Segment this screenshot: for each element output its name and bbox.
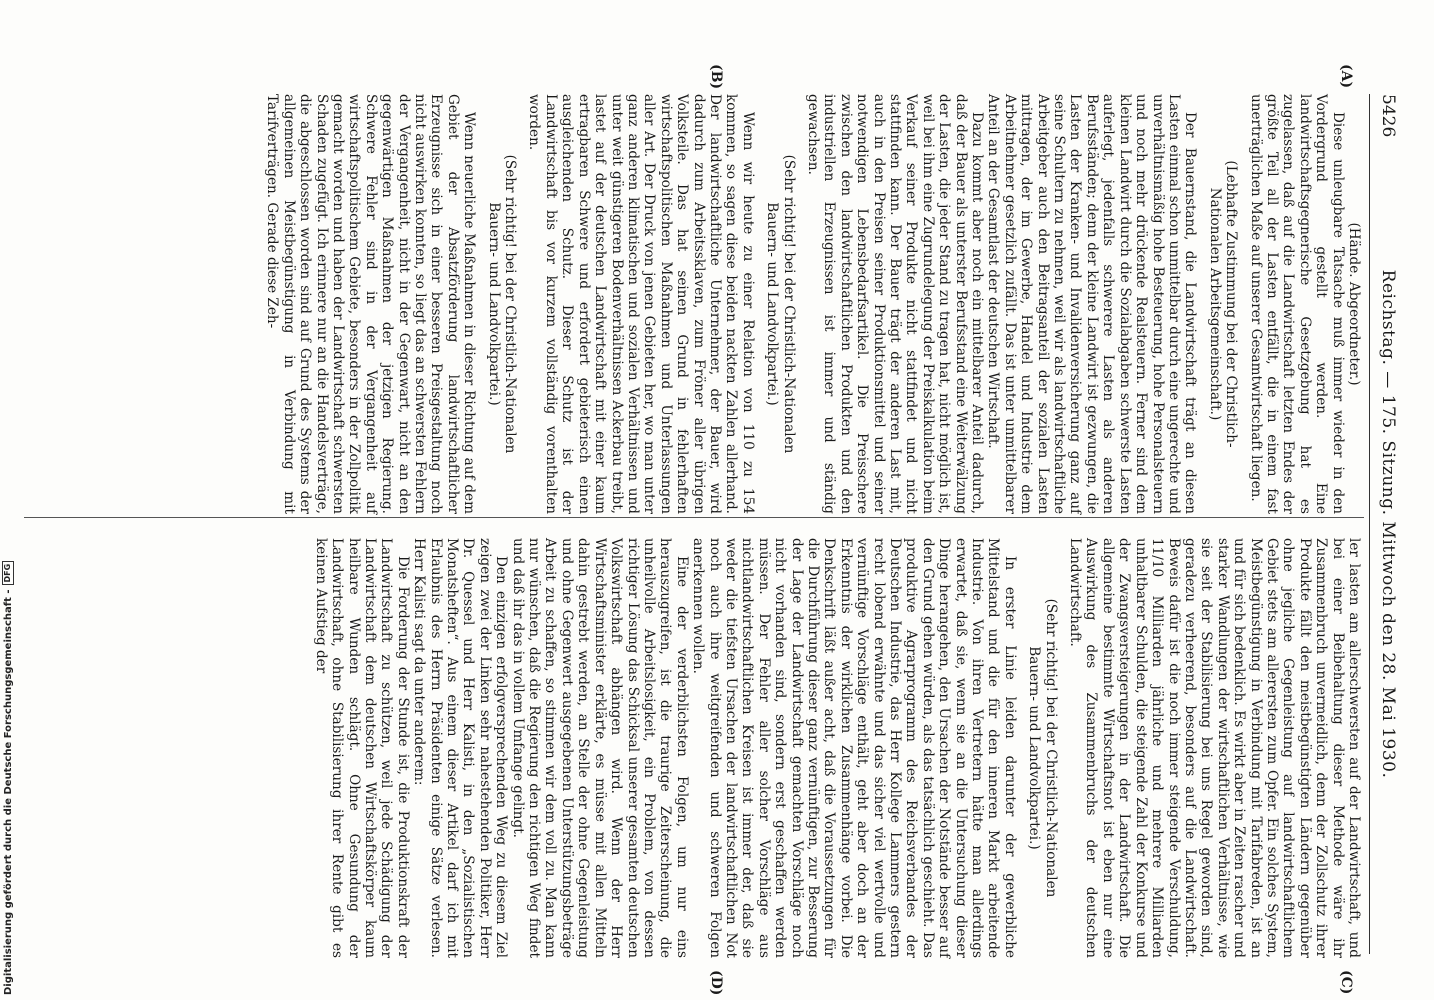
paragraph: In erster Linie leiden darunter der gewerbliche Mittelstand und die für den inneren Markt arbeitende Industrie. Von ihren Vertretern hätte man allerdings erwartet, daß sie, wenn sie an die Untersuchung dieser Dinge herangehen, den Ursachen der Notstände besser auf den Grund gehen würden, als das tatsächlich geschieht. Das produktive Agrarprogramm des Reichsverbandes der Deutschen Industrie, das Herr Kollege Lammers gestern recht lobend erwähnte und das sicher viel wertvolle und vernünftige Vorschläge enthält, geht aber doch an der Erkenntnis der wirklichen Zusammenhänge vorbei. Die Denkschrift läßt außer acht, daß die Voraussetzungen für die Durchführung dieser ganz vernünftigen, zur Besserung der Lage der Landwirtschaft gemachten Vorschläge noch nicht vorhanden sind, sondern erst geschaffen werden müssen. Der Fehler aller solcher Vorschläge aus nichtlandwirtschaftlichen Kreisen ist immer der, daß sie weder die tiefsten Ursachen der landwirtschaftlichen Not noch auch ihre weitgreifenden und schweren Folgen anerkennen wollen. xyxy=(690,538,1018,958)
page-header xyxy=(1368,94,1398,954)
margin-marker-c: (C) xyxy=(1338,970,1354,995)
column-divider xyxy=(24,517,1364,518)
paragraph: Den einzigen erfolgversprechenden Weg zu diesem Ziel zeigen zwei der Linken sehr nahestehenden Politiker, Herr Dr. Quessel und Herr Kalisti, in den „Sozialistischen Monatsheften“. Aus einem dieser Artikel darf ich mit Erlaubnis des Herrn Präsidenten einige Sätze verlesen. Herr Kalisti sagt da unter anderem: xyxy=(411,538,510,958)
left-column xyxy=(264,94,1362,514)
margin-marker-d: (D) xyxy=(708,970,724,996)
interjection: (Sehr richtig! bei der Christlich-Nationalen Bauern- und Landvolkpartei.) xyxy=(764,154,797,454)
margin-marker-b: (B) xyxy=(708,64,724,90)
margin-marker-a: (A) xyxy=(1338,64,1354,89)
paragraph: Der Bauernstand, die Landwirtschaft trägt an diesen Lasten einmal schon unmittelbar durch eine ungerechte und unverhältnismäßig hohe Besteuerung, hohe Personalsteuern und noch mehr drückende Realsteuern. Ferner sind dem kleinen Landwirt durch die Sozialabgaben schwerste Lasten auferlegt, jedenfalls schwerere Lasten als anderen Berufsständen; denn der kleine Landwirt ist gezwungen, die Lasten der Kranken- und Invalidenversicherung ganz auf seine Schultern zu nehmen, weil wir als landwirtschaftliche Arbeitgeber auch den Beitragsanteil der sozialen Lasten mittragen, der im Gewerbe, Handel und Industrie dem Arbeitnehmer gesetzlich zufällt. Das ist unter unmittelbarer Anteil an der Gesamtlast der deutschen Wirtschaft. xyxy=(985,94,1199,514)
header-divider xyxy=(1369,94,1370,954)
right-column xyxy=(312,538,1362,958)
digitization-credit xyxy=(2,561,14,995)
page-number: 5426 xyxy=(1378,94,1398,138)
paragraph: Wenn wir heute zu einer Relation von 110 zu 154 kommen, so sagen diese beiden nackten Zahlen allerhand. Der landwirtschaftliche Unternehmer, der Bauer, wird dadurch zum Arbeitssklaven, zum Fröner aller übrigen Volksteile. Das hat seinen Grund in fehlerhaften wirtschaftspolitischen Maßnahmen und Unterlassungen aller Art. Der Druck von jenen Gebieten her, wo man unter ganz anderen klimatischen und sozialen Verhältnissen und unter weit günstigeren Bodenverhältnissen Ackerbau treibt, lastet auf der deutschen Landwirtschaft mit einer kaum ertragbaren Schwere und erfordert gebieterisch einen ausgleichenden Schutz. Dieser Schutz ist der Landwirtschaft bis vor kurzem vollständig vorenthalten worden. xyxy=(526,94,756,514)
quote-paragraph: Die Forderung der Stunde ist, die Produktionskraft der Landwirtschaft zu schützen, weil jede Schädigung der Landwirtschaft dem deutschen Wirtschaftskörper kaum heilbare Wunden schlägt. Ohne Gesundung der Landwirtschaft, ohne Stabilisierung ihrer Rente gibt es keinen Aufstieg der xyxy=(312,538,411,958)
speaker-line: (Hände. Abgeordneter.) xyxy=(1346,222,1362,386)
interjection: (Lebhafte Zustimmung bei der Christlich-Nationalen Arbeitsgemeinschaft.) xyxy=(1206,160,1240,448)
interjection: (Sehr richtig! bei der Christlich-Nationalen Bauern- und Landvolkpartei.) xyxy=(485,154,519,454)
paragraph: Diese unleugbare Tatsache muß immer wieder in den Vordergrund gestellt werden. Eine landwirtschaftsgegnerische Gesetzgebung hat es zugelassen, daß auf die Landwirtschaft letzten Endes der größte Teil all der Lasten entfällt, die in einem fast unerträglichen Maße auf unserer Gesamtwirtschaft liegen. xyxy=(1247,94,1346,514)
session-title: Reichstag. — 175. Sitzung. Mittwoch den 28. Mai 1930. xyxy=(1378,269,1398,779)
credit-text: Digitalisierung gefördert durch die Deutsche Forschungsgemeinschaft - xyxy=(2,589,14,995)
paragraph: Wenn neuerliche Maßnahmen in dieser Richtung auf dem Gebiet der Absatzförderung landwirtschaftlicher Erzeugnisse sich in einer besseren Preisgestaltung noch nicht auswirken konnten, so liegt das an schwersten Fehlern der Vergangenheit, nicht in der Gegenwart, nicht an den gegenwärtigen Maßnahmen der jetzigen Regierung. Schwere Fehler sind in der Vergangenheit auf wirtschaftspolitischem Gebiete, besonders in der Zollpolitik gemacht worden und haben der Landwirtschaft schwersten Schaden zugefügt. Ich erinnere nur an die Handelsverträge, die abgeschlossen worden sind auf Grund des Systems der allgemeinen Meistbegünstigung in Verbindung mit Tarifverträgen. Gerade diese Zeh- xyxy=(264,94,478,514)
dfg-logo-icon: DFG xyxy=(2,561,14,586)
paragraph: ler lasten am allerschwersten auf der Landwirtschaft, und bei einer Beibehaltung dieser Methode wäre ihr Zusammenbruch unvermeidlich, denn der Zollschutz ihrer Produkte fällt den meistbegünstigten Ländern gegenüber ohne jegliche Gegenleistung auf landwirtschaftlichem Gebiet stets am allerersten zum Opfer. Ein solches System, Meistbegünstigung in Verbindung mit Tarifabreden, ist an und für sich bedenklich. Es wirkt aber in Zeiten rascher und starker Wandlungen der wirtschaftlichen Verhältnisse, wie sie seit der Stabilisierung bei uns Regel geworden sind, geradezu verheerend, besonders auf die Landwirtschaft. Beweis dafür ist die noch immer steigende Verschuldung, 11/10 Milliarden jährliche und mehrere Milliarden unhaltbarer Schulden, die steigende Zahl der Konkurse und der Zwangsversteigerungen in der Landwirtschaft. Die allgemeine bestimmte Wirtschaftsnot ist eben nur eine Auswirkung des Zusammenbruchs der deutschen Landwirtschaft. xyxy=(1067,538,1362,958)
interjection: (Sehr richtig! bei der Christlich-Nationalen Bauern- und Landvolkpartei.) xyxy=(1026,598,1059,898)
paragraph: Dazu kommt aber noch ein mittelbarer Anteil dadurch, daß der Bauer als unterster Berufsstand eine Weiterwälzung der Lasten, die jeder Stand zu tragen hat, nicht möglich ist, weil bei ihm eine Zugrundelegung der Preiskalkulation beim Verkauf seiner Produkte nicht stattfindet und nicht stattfinden kann. Der Bauer trägt der anderen Last mit, auch in den Preisen seiner Produktionsmittel und seiner notwendigen Lebensbedarfsartikel. Die Preisschere zwischen den landwirtschaftlichen Produkten und den industriellen Erzeugnissen ist immer und ständig gewachsen. xyxy=(805,94,986,514)
paragraph: Eine der verderblichsten Folgen, um nur eins herauszugreifen, ist die traurige Zeiterscheinung, die unheilvolle Arbeitslosigkeit, ein Problem, von dessen richtiger Lösung das Schicksal unserer gesamten deutschen Volkswirtschaft abhängen wird. Wenn der Herr Wirtschaftsminister erklärte, es müsse mit allen Mitteln dahin gestrebt werden, an Stelle der ohne Gegenleistung und ohne Gegenwert ausgegebenen Unterstützungsbeträge Arbeit zu schaffen, so stimmen wir dem voll zu. Man kann nur wünschen, daß die Regierung den richtigen Weg findet und daß ihr das in vollem Umfange gelingt. xyxy=(509,538,690,958)
